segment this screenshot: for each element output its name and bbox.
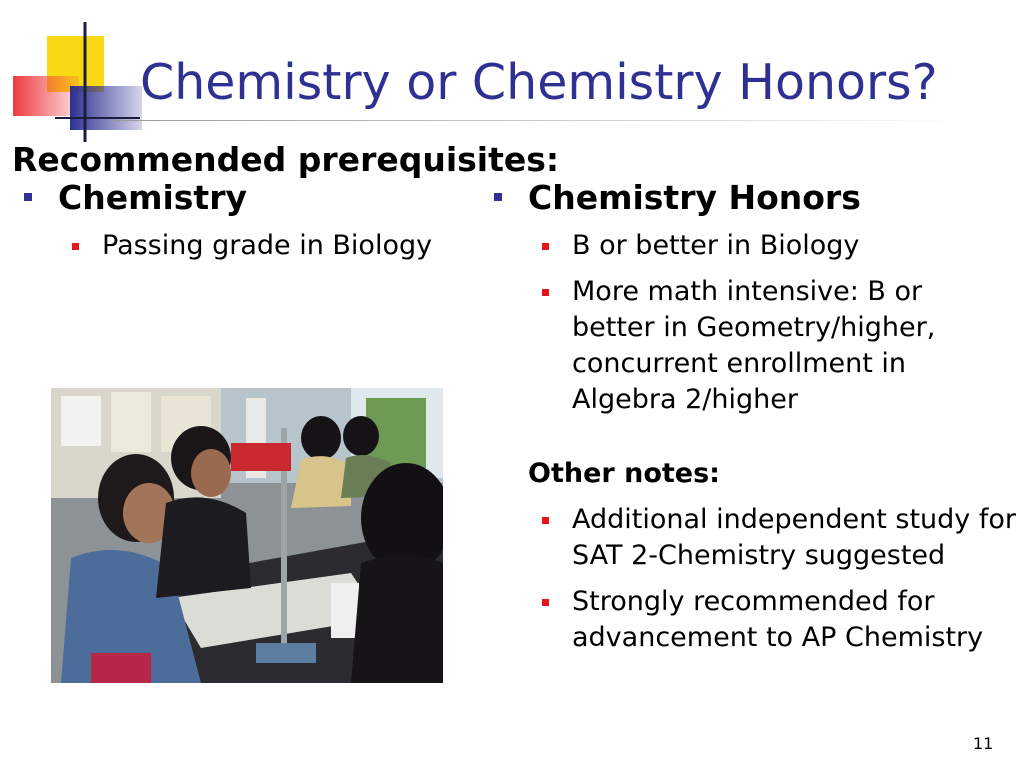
chemistry-honors-heading: Chemistry Honors [528,178,861,217]
title-underline [112,120,962,121]
chemistry-heading-item [20,178,480,218]
list-item [20,228,480,264]
list-item-text: Additional independent study for SAT 2-Chemistry suggested [572,504,1016,571]
right-column [490,178,1020,656]
list-item [490,274,982,418]
list-item [490,502,1022,574]
red-square-bullet-icon [542,289,549,296]
lab-students-photo [51,388,443,683]
red-square-bullet-icon [72,243,79,250]
blue-square-bullet-icon [494,193,502,201]
left-column [20,178,480,264]
red-square-bullet-icon [542,599,549,606]
other-notes-heading: Other notes: [528,458,720,489]
chemistry-heading: Chemistry [58,178,247,217]
list-item-text: B or better in Biology [572,230,860,261]
page-number: 11 [973,734,994,753]
list-item-text: More math intensive: B or better in Geometry/higher, concurrent enrollment in Algebra 2/higher [572,276,936,415]
red-square-bullet-icon [542,243,549,250]
slide-title: Chemistry or Chemistry Honors? [140,54,938,111]
slide-logo-icon [0,0,150,150]
list-item-text: Passing grade in Biology [102,230,433,261]
list-item [490,584,992,656]
chemistry-honors-heading-item [490,178,1020,218]
prerequisites-heading: Recommended prerequisites: [12,140,560,179]
red-square-bullet-icon [542,517,549,524]
list-item-text: Strongly recommended for advancement to AP Chemistry [572,586,984,653]
blue-square-bullet-icon [24,193,32,201]
list-item [490,228,1020,264]
